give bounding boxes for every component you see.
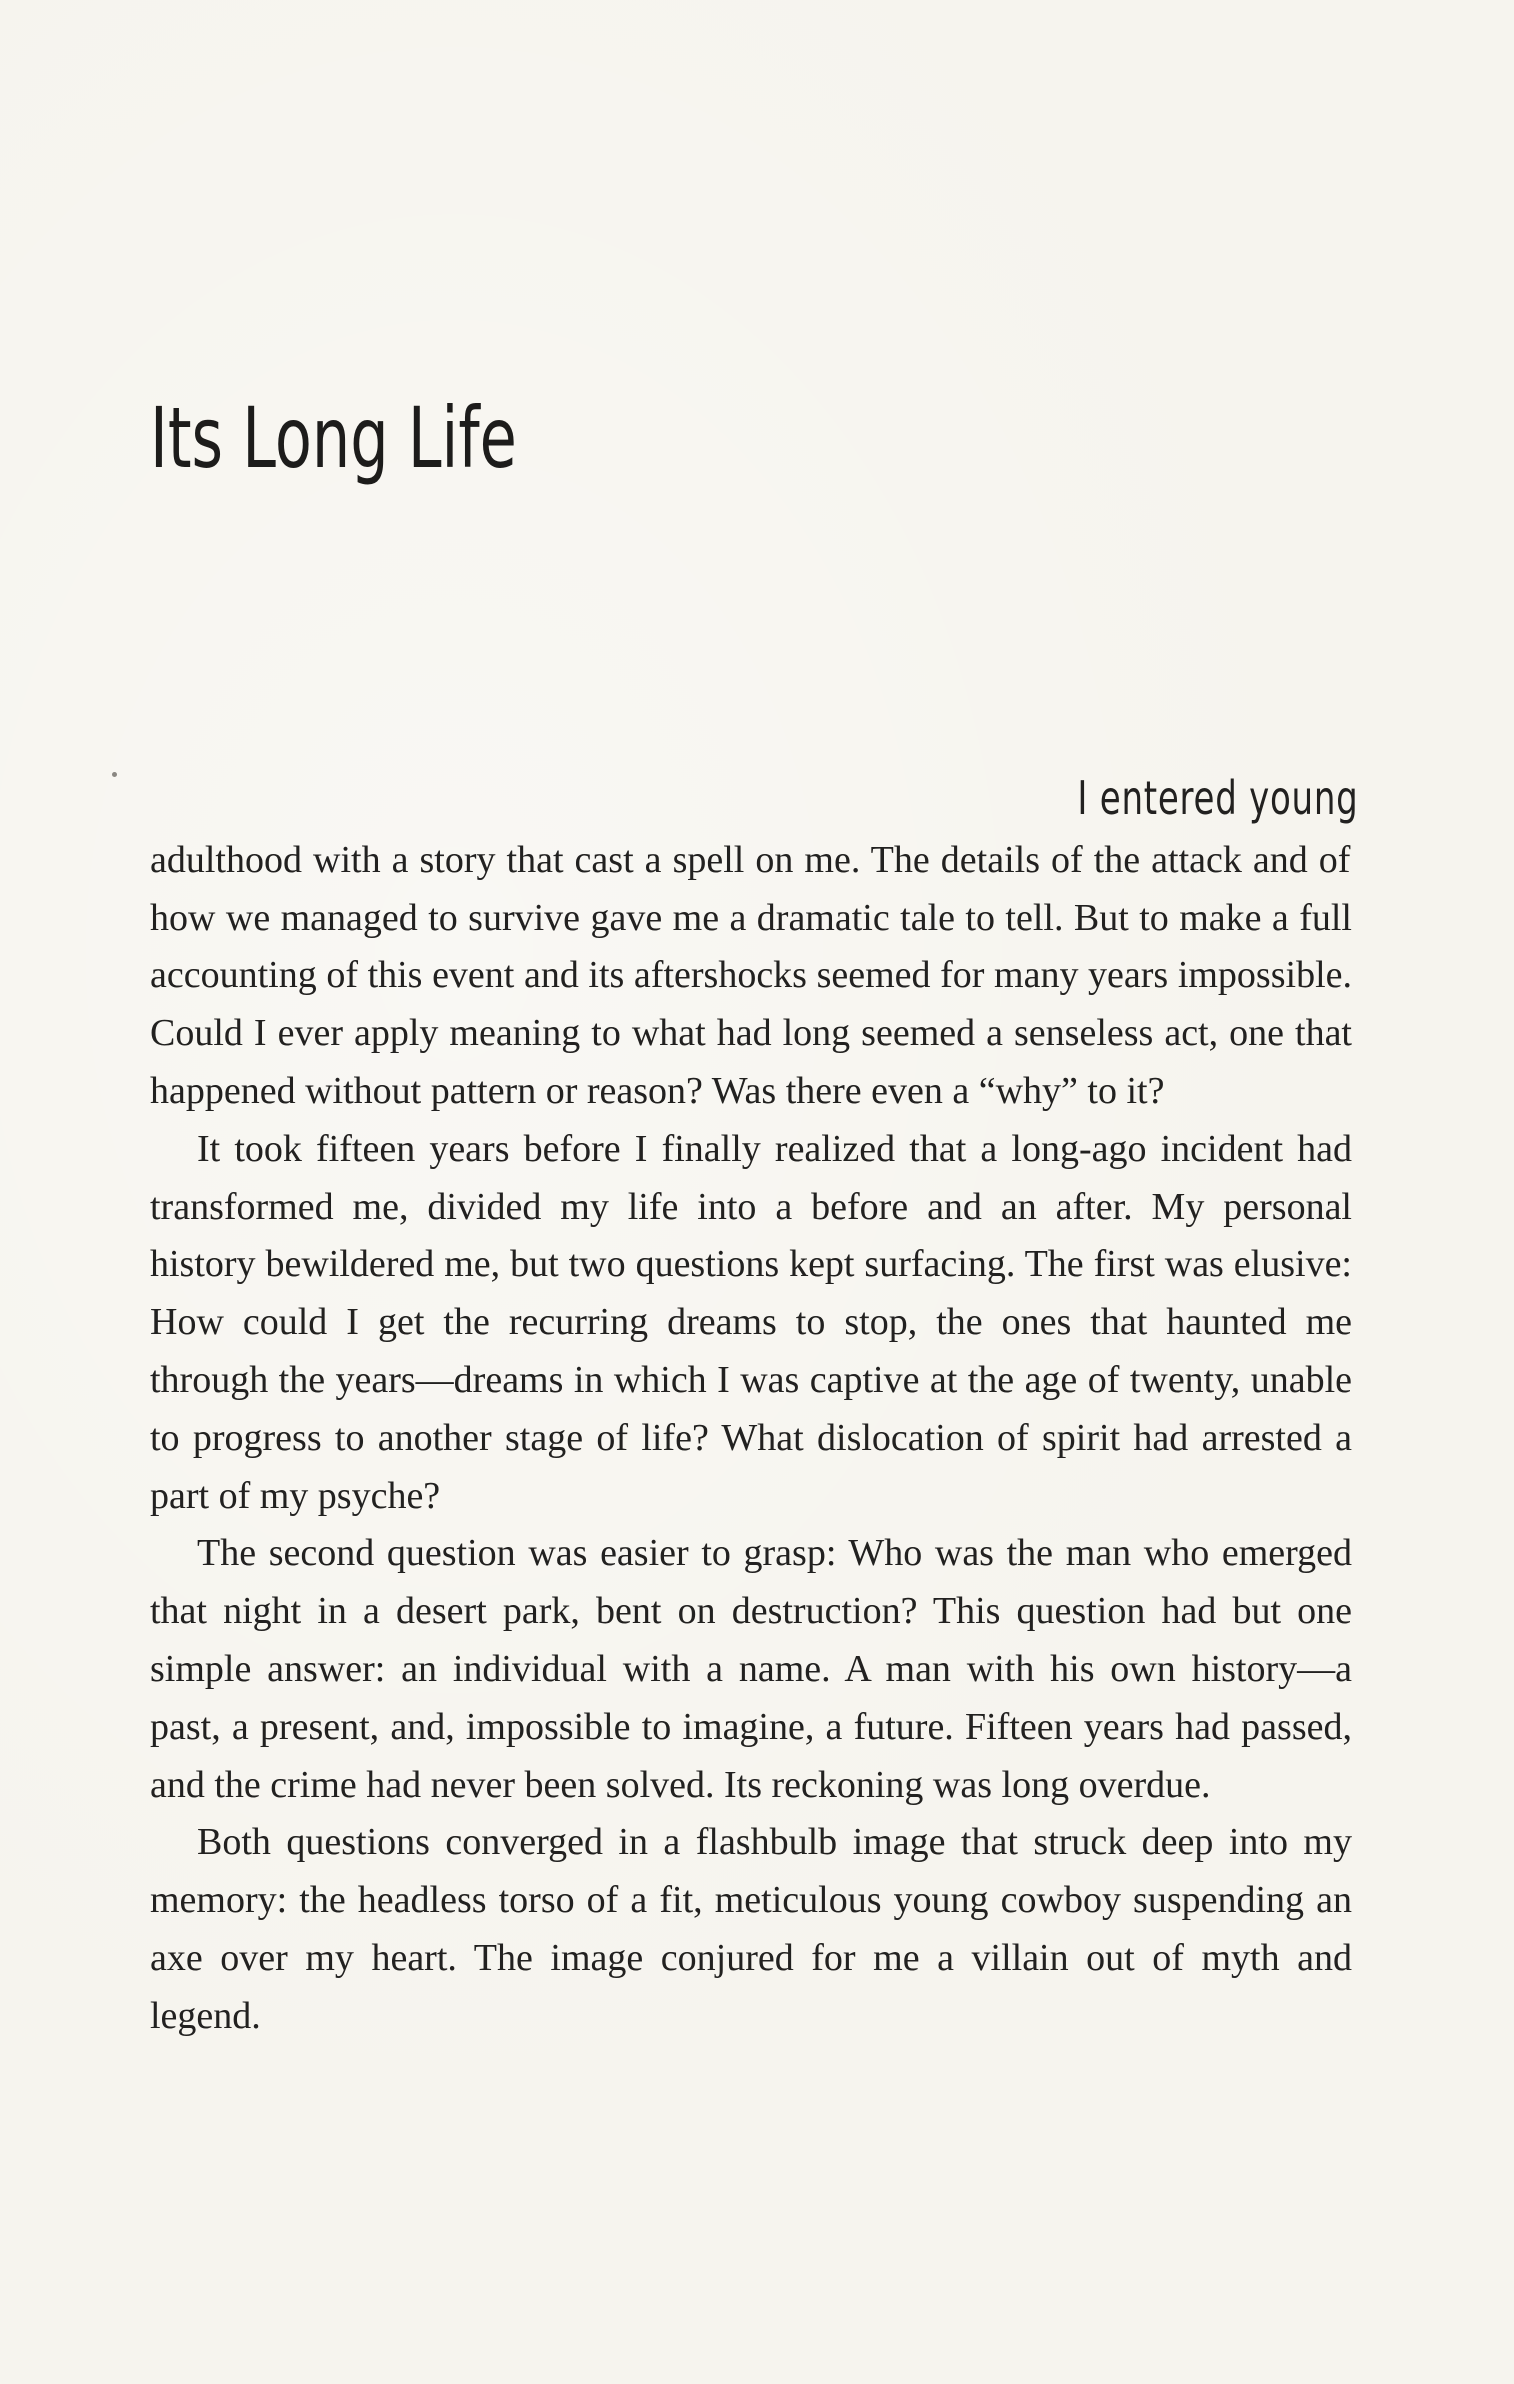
chapter-body [150,770,1359,2046]
paragraph-1 [150,770,1359,1121]
lead-in-text: I entered young [1077,771,1359,825]
paper-speck [112,772,117,777]
chapter-title: Its Long Life [150,389,517,487]
paragraph-1-text: adulthood with a story that cast a spell on me. The details of the attack and of how we managed to survive gave me a dramatic tale to tell. But to make a full accounting of this event and its aftershocks seemed for many years impossible. Could I ever apply meaning to what had long seemed a senseless act, one that happened without pattern or reason? Was there even a “why” to it? [150,838,1352,1112]
paragraph-4: Both questions converged in a flashbulb image that struck deep into my memory: the headless torso of a fit, meticulous young cowboy suspending an axe over my heart. The image conjured for me a villain out of myth and legend. [150,1821,1352,2037]
paragraph-2: It took fifteen years before I finally realized that a long-ago incident had transformed me, divided my life into a before and an after. My personal history bewildered me, but two questions kept surfacing. The first was elusive: How could I get the recurring dreams to stop, the ones that haunted me through the years—dreams in which I was captive at the age of twenty, unable to progress to another stage of life? What dislocation of spirit had arrested a part of my psyche? [150,1127,1352,1517]
paragraph-3: The second question was easier to grasp: Who was the man who emerged that night in a desert park, bent on destruction? This question had but one simple answer: an individual with a name. A man with his own history—a past, a present, and, impossible to imagine, a future. Fifteen years had passed, and the crime had never been solved. Its reckoning was long overdue. [150,1532,1352,1806]
